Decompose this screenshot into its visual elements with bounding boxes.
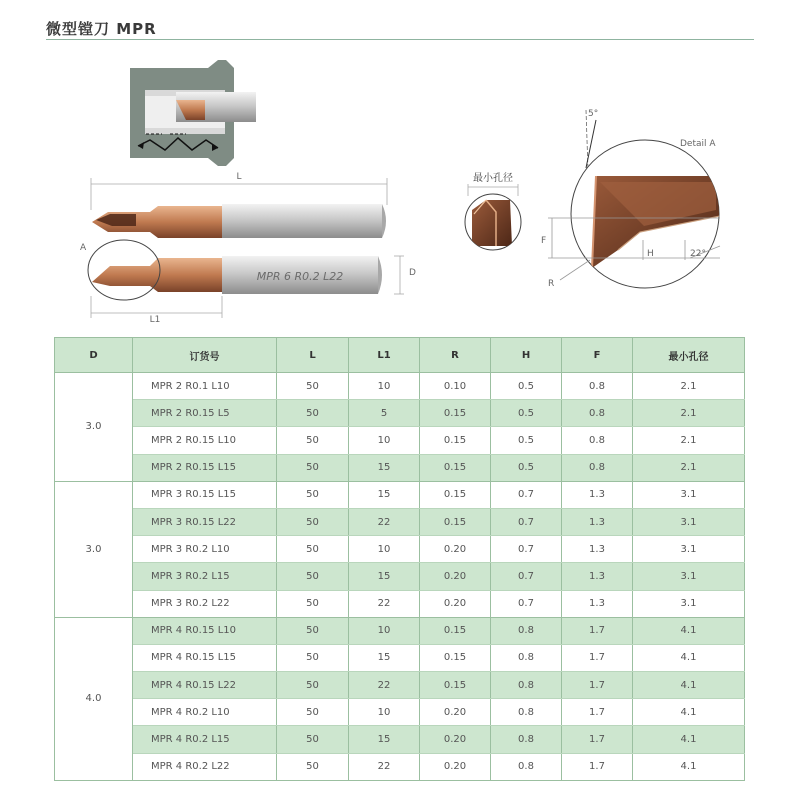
cell-min-bore: 4.1 [633,644,745,671]
cell-r: 0.15 [420,644,491,671]
cell-l: 50 [277,454,349,481]
cell-f: 0.8 [562,400,633,427]
cell-f: 1.7 [562,672,633,699]
bore-section-illustration [130,60,256,166]
col-header-r: R [420,338,491,373]
cell-r: 0.15 [420,427,491,454]
cell-min-bore: 2.1 [633,454,745,481]
cell-h: 0.8 [491,753,562,780]
col-header-order-no: 订货号 [133,338,277,373]
detail-a-diagram [541,109,720,289]
cell-d: 4.0 [55,617,133,780]
cell-l1: 22 [349,672,420,699]
cell-order-no: MPR 2 R0.15 L10 [133,427,277,454]
cell-h: 0.7 [491,536,562,563]
cell-r: 0.20 [420,563,491,590]
cell-r: 0.20 [420,753,491,780]
table-row [55,590,745,617]
cell-l: 50 [277,563,349,590]
table-row [55,726,745,753]
cell-h: 0.5 [491,427,562,454]
cell-order-no: MPR 2 R0.1 L10 [133,373,277,400]
col-header-l: L [277,338,349,373]
length1-label: L1 [149,315,161,325]
cell-f: 1.3 [562,481,633,508]
spec-table [54,337,745,781]
cell-f: 0.8 [562,427,633,454]
cell-min-bore: 3.1 [633,481,745,508]
cell-r: 0.20 [420,699,491,726]
cell-l: 50 [277,400,349,427]
cell-l1: 22 [349,508,420,535]
cell-h: 0.8 [491,699,562,726]
cell-f: 0.8 [562,373,633,400]
table-row [55,373,745,400]
cell-d: 3.0 [55,373,133,482]
f-dimension-label: F [541,236,547,246]
cell-h: 0.7 [491,508,562,535]
cell-f: 1.3 [562,563,633,590]
cell-min-bore: 3.1 [633,563,745,590]
cell-min-bore: 2.1 [633,373,745,400]
cell-order-no: MPR 3 R0.2 L22 [133,590,277,617]
cell-min-bore: 4.1 [633,753,745,780]
cell-h: 0.7 [491,481,562,508]
cell-r: 0.15 [420,454,491,481]
col-header-d: D [55,338,133,373]
cell-r: 0.15 [420,617,491,644]
detail-title: Detail A [680,139,716,149]
detail-ref-label: A [80,243,87,253]
cell-order-no: MPR 2 R0.15 L15 [133,454,277,481]
table-row [55,508,745,535]
cell-h: 0.7 [491,590,562,617]
cell-r: 0.15 [420,508,491,535]
top-angle-label: 5° [588,109,599,119]
cell-f: 1.7 [562,699,633,726]
h-dimension-label: H [647,249,654,259]
cell-l1: 10 [349,373,420,400]
table-body [55,373,745,781]
cell-l1: 22 [349,753,420,780]
table-row [55,672,745,699]
diameter-label: D [409,268,416,278]
cell-l1: 15 [349,454,420,481]
cell-f: 1.3 [562,536,633,563]
cell-r: 0.20 [420,726,491,753]
cell-r: 0.15 [420,672,491,699]
cell-order-no: MPR 3 R0.2 L10 [133,536,277,563]
cell-h: 0.5 [491,454,562,481]
cell-order-no: MPR 4 R0.15 L15 [133,644,277,671]
cell-l: 50 [277,726,349,753]
min-bore-diagram [465,171,521,250]
cell-f: 1.7 [562,644,633,671]
table-row [55,563,745,590]
r-dimension-label: R [548,279,555,289]
cell-min-bore: 3.1 [633,508,745,535]
cell-l1: 10 [349,536,420,563]
table-row [55,400,745,427]
cell-f: 1.7 [562,617,633,644]
cell-min-bore: 4.1 [633,672,745,699]
table-header-row [55,338,745,373]
cell-order-no: MPR 2 R0.15 L5 [133,400,277,427]
cell-l1: 15 [349,481,420,508]
cell-l1: 22 [349,590,420,617]
cell-l1: 15 [349,563,420,590]
cell-h: 0.8 [491,726,562,753]
table-row [55,644,745,671]
shank-marking: MPR 6 R0.2 L22 [256,270,344,283]
cell-r: 0.10 [420,373,491,400]
col-header-l1: L1 [349,338,420,373]
cell-h: 0.8 [491,617,562,644]
cell-l1: 5 [349,400,420,427]
cell-order-no: MPR 3 R0.15 L22 [133,508,277,535]
cell-min-bore: 4.1 [633,726,745,753]
cell-h: 0.5 [491,400,562,427]
cell-h: 0.7 [491,563,562,590]
cell-h: 0.8 [491,644,562,671]
cell-f: 0.8 [562,454,633,481]
cell-min-bore: 3.1 [633,536,745,563]
tool-diagrams [0,40,800,335]
cell-min-bore: 2.1 [633,400,745,427]
cell-order-no: MPR 4 R0.2 L10 [133,699,277,726]
cell-f: 1.3 [562,508,633,535]
cell-order-no: MPR 4 R0.15 L10 [133,617,277,644]
cell-r: 0.20 [420,536,491,563]
cell-l: 50 [277,644,349,671]
min-bore-label: 最小孔径 [473,173,513,184]
table-row [55,427,745,454]
cell-l: 50 [277,427,349,454]
tool-side-view [91,172,387,238]
col-header-f: F [562,338,633,373]
length-label: L [236,172,242,182]
cell-f: 1.7 [562,753,633,780]
cell-l: 50 [277,699,349,726]
cell-min-bore: 4.1 [633,617,745,644]
table-row [55,454,745,481]
cell-r: 0.15 [420,481,491,508]
cell-d: 3.0 [55,481,133,617]
cell-f: 1.7 [562,726,633,753]
cell-r: 0.20 [420,590,491,617]
cell-l: 50 [277,672,349,699]
table-row [55,753,745,780]
table-row [55,617,745,644]
cell-l1: 15 [349,644,420,671]
table-row [55,481,745,508]
cell-order-no: MPR 4 R0.2 L22 [133,753,277,780]
cell-min-bore: 3.1 [633,590,745,617]
cell-h: 0.5 [491,373,562,400]
cell-order-no: MPR 4 R0.2 L15 [133,726,277,753]
cell-l: 50 [277,508,349,535]
cell-l: 50 [277,753,349,780]
cell-l1: 15 [349,726,420,753]
cell-l: 50 [277,590,349,617]
tool-marked-view [80,240,416,325]
table-row [55,536,745,563]
cell-l1: 10 [349,617,420,644]
col-header-h: H [491,338,562,373]
cell-l: 50 [277,373,349,400]
cell-l: 50 [277,481,349,508]
col-header-min-bore: 最小孔径 [633,338,745,373]
cell-min-bore: 4.1 [633,699,745,726]
cell-l1: 10 [349,427,420,454]
cell-l: 50 [277,536,349,563]
cell-f: 1.3 [562,590,633,617]
cell-l1: 10 [349,699,420,726]
angle-label: 22° [690,249,706,259]
cell-r: 0.15 [420,400,491,427]
cell-h: 0.8 [491,672,562,699]
page-title: 微型镗刀 MPR [46,20,157,38]
cell-order-no: MPR 3 R0.2 L15 [133,563,277,590]
table-row [55,699,745,726]
cell-order-no: MPR 3 R0.15 L15 [133,481,277,508]
cell-l: 50 [277,617,349,644]
cell-min-bore: 2.1 [633,427,745,454]
cell-order-no: MPR 4 R0.15 L22 [133,672,277,699]
